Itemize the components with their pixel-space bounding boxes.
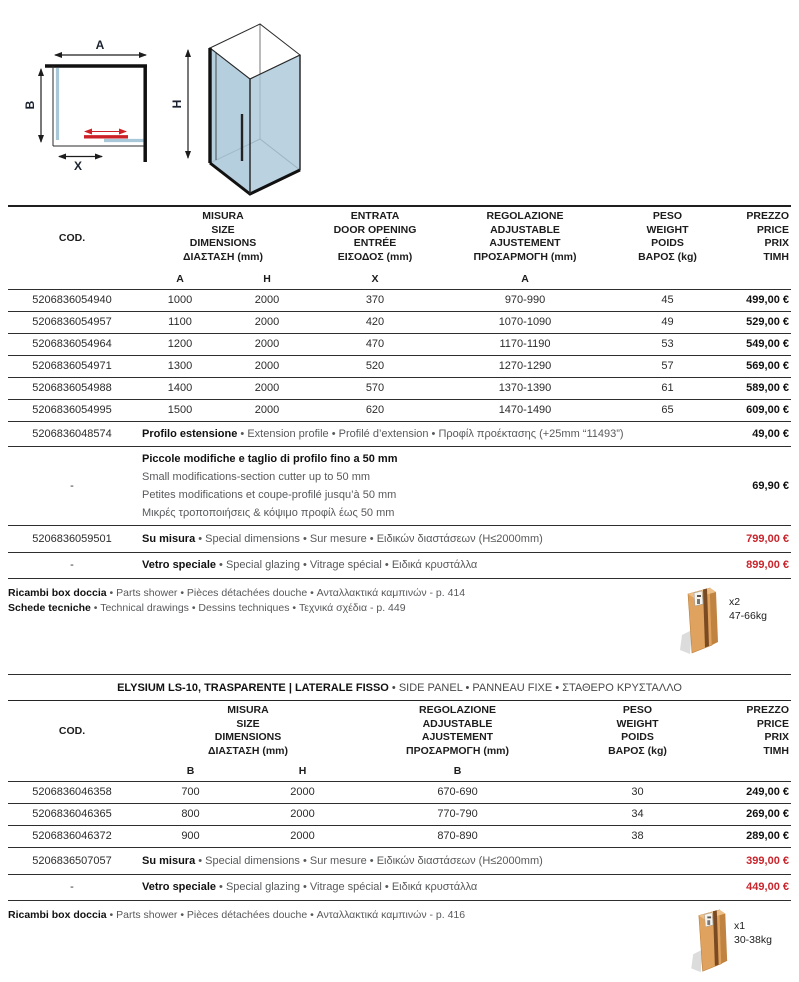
cell-price: 69,90 € <box>752 480 789 492</box>
col-header-peso: PESO WEIGHT POIDS ΒΑΡΟΣ (kg) <box>608 704 667 757</box>
package-box-icon <box>690 907 736 975</box>
cell-price: 289,00 € <box>746 830 789 842</box>
plan-view-diagram <box>18 32 168 174</box>
table-row: 5206836054971 1300 2000 520 1270-1290 57 569,00 € <box>8 356 791 378</box>
subcol-a: A <box>176 273 184 285</box>
cell-price: 589,00 € <box>746 382 789 394</box>
cell-cod: 5206836048574 <box>32 428 112 440</box>
cell-cod: 5206836054964 <box>32 338 112 350</box>
cell-price: 499,00 € <box>746 294 789 306</box>
cell-price: 449,00 € <box>746 881 789 893</box>
isometric-shower-diagram <box>168 6 316 198</box>
special-glazing-row: - Vetro speciale • Special glazing • Vitrage spécial • Ειδικά κρυστάλλα 899,00 € <box>8 553 791 579</box>
table1-footer <box>8 579 791 669</box>
cell-cod: 5206836046372 <box>32 830 112 842</box>
cell-price: 899,00 € <box>746 559 789 571</box>
table-row: 5206836046358 700 2000 670-690 30 249,00 € <box>8 782 791 804</box>
package-count: x2 <box>729 596 741 608</box>
cell-price: 49,00 € <box>752 428 789 440</box>
table-row: 5206836054957 1100 2000 420 1070-1090 49 529,00 € <box>8 312 791 334</box>
subcol-h: H <box>263 273 271 285</box>
special-glazing-row: - Vetro speciale • Special glazing • Vitrage spécial • Ειδικά κρυστάλλα 449,00 € <box>8 875 791 901</box>
cell-price: 569,00 € <box>746 360 789 372</box>
subcol-reg-a: A <box>521 273 529 285</box>
special-dimensions-row: 5206836059501 Su misura • Special dimensions • Sur mesure • Ειδικών διαστάσεων (H≤2000mm) 799,00 € <box>8 526 791 553</box>
package-box-icon <box>680 585 726 657</box>
col-header-regolazione: REGOLAZIONE ADJUSTABLE AJUSTEMENT ΠΡΟΣΑΡΜΟΓΗ (mm) <box>405 704 510 757</box>
modifications-row: - Piccole modifiche e taglio di profilo fino a 50 mm Small modifications-section cutter up to 50 mm Petites modifications et coupe-profilé jusqu’à 50 mm Μικρές τροποποιήσεις & κόψιμο προφίλ έως 50 mm 69,90 € <box>8 447 791 526</box>
col-header-cod: COD. <box>58 231 86 244</box>
cell-cod: - <box>70 881 74 893</box>
sliding-door-table <box>8 205 791 669</box>
cell-price: 269,00 € <box>746 808 789 820</box>
cell-cod: 5206836054988 <box>32 382 112 394</box>
col-header-cod: COD. <box>58 725 86 737</box>
cell-cod: 5206836054940 <box>32 294 112 306</box>
table-row: 5206836046372 900 2000 870-890 38 289,00 € <box>8 826 791 848</box>
dim-label-h: H <box>170 99 184 109</box>
package-weight: 30-38kg <box>734 934 772 946</box>
subcol-x: X <box>371 273 379 285</box>
cell-price: 399,00 € <box>746 855 789 867</box>
spare-parts-note: Ricambi box doccia • Parts shower • Pièces détachées douche • Ανταλλακτικά καμπινών - p. 416 <box>8 909 466 921</box>
special-dimensions-row: 5206836507057 Su misura • Special dimensions • Sur mesure • Ειδικών διαστάσεων (H≤2000mm) 399,00 € <box>8 848 791 875</box>
dim-label-b: B <box>23 100 37 110</box>
table-row: 5206836054988 1400 2000 570 1370-1390 61 589,00 € <box>8 378 791 400</box>
subcol-b: B <box>186 765 195 777</box>
cell-cod: - <box>70 559 74 571</box>
table2-subheader <box>8 757 791 782</box>
table-row: 5206836054964 1200 2000 470 1170-1190 53 549,00 € <box>8 334 791 356</box>
col-header-misura: MISURA SIZE DIMENSIONS ΔΙΑΣΤΑΣΗ (mm) <box>182 210 264 263</box>
cell-cod: 5206836507057 <box>32 855 112 867</box>
subcol-reg-b: B <box>453 765 462 777</box>
package-info <box>734 919 772 947</box>
table2-header <box>8 701 791 757</box>
subcol-h: H <box>298 765 307 777</box>
cell-cod: 5206836054995 <box>32 404 112 416</box>
table2-footer <box>8 901 791 975</box>
cell-cod: 5206836054971 <box>32 360 112 372</box>
col-header-peso: PESO WEIGHT POIDS ΒΑΡΟΣ (kg) <box>638 210 697 263</box>
table-row: 5206836046365 800 2000 770-790 34 269,00 € <box>8 804 791 826</box>
table1-header <box>8 207 791 265</box>
cell-price: 529,00 € <box>746 316 789 328</box>
col-header-prezzo: PREZZO PRICE PRIX ΤΙΜΗ <box>746 210 789 263</box>
col-header-entrata: ENTRATA DOOR OPENING ENTRÉE ΕΙΣΟΔΟΣ (mm) <box>333 210 417 263</box>
technical-drawings-note: Schede tecniche • Technical drawings • Dessins techniques • Τεχνικά σχέδια - p. 449 <box>8 602 406 614</box>
table-row: 5206836054940 1000 2000 370 970-990 45 499,00 € <box>8 290 791 312</box>
table-row: 5206836054995 1500 2000 620 1470-1490 65 609,00 € <box>8 400 791 422</box>
package-info <box>729 595 767 623</box>
extension-profile-row: 5206836048574 Profilo estensione • Extension profile • Profilé d’extension • Προφίλ προέκτασης (+25mm “11493”) 49,00 € <box>8 422 791 447</box>
table1-subheader <box>8 265 791 290</box>
cell-cod: 5206836059501 <box>32 533 112 545</box>
cell-cod: 5206836054957 <box>32 316 112 328</box>
package-weight: 47-66kg <box>729 610 767 622</box>
cell-price: 799,00 € <box>746 533 789 545</box>
cell-price: 549,00 € <box>746 338 789 350</box>
cell-price: 249,00 € <box>746 786 789 798</box>
package-count: x1 <box>734 920 746 932</box>
dim-label-x: X <box>73 159 83 173</box>
col-header-prezzo: PREZZO PRICE PRIX ΤΙΜΗ <box>746 704 789 757</box>
spare-parts-note: Ricambi box doccia • Parts shower • Pièces détachées douche • Ανταλλακτικά καμπινών - p. 414 <box>8 587 466 599</box>
cell-cod: 5206836046365 <box>32 808 112 820</box>
cell-cod: - <box>70 480 74 492</box>
col-header-misura: MISURA SIZE DIMENSIONS ΔΙΑΣΤΑΣΗ (mm) <box>207 704 289 757</box>
side-panel-section <box>8 674 791 975</box>
section-title: ELYSIUM LS-10, TRASPARENTE | LATERALE FISSO • SIDE PANEL • PANNEAU FIXE • ΣΤΑΘΕΡΟ ΚΡΥΣΤΑΛΛΟ <box>8 674 791 701</box>
dim-label-a: A <box>95 38 105 52</box>
cell-cod: 5206836046358 <box>32 786 112 798</box>
col-header-regolazione: REGOLAZIONE ADJUSTABLE AJUSTEMENT ΠΡΟΣΑΡΜΟΓΗ (mm) <box>473 210 577 263</box>
cell-price: 609,00 € <box>746 404 789 416</box>
